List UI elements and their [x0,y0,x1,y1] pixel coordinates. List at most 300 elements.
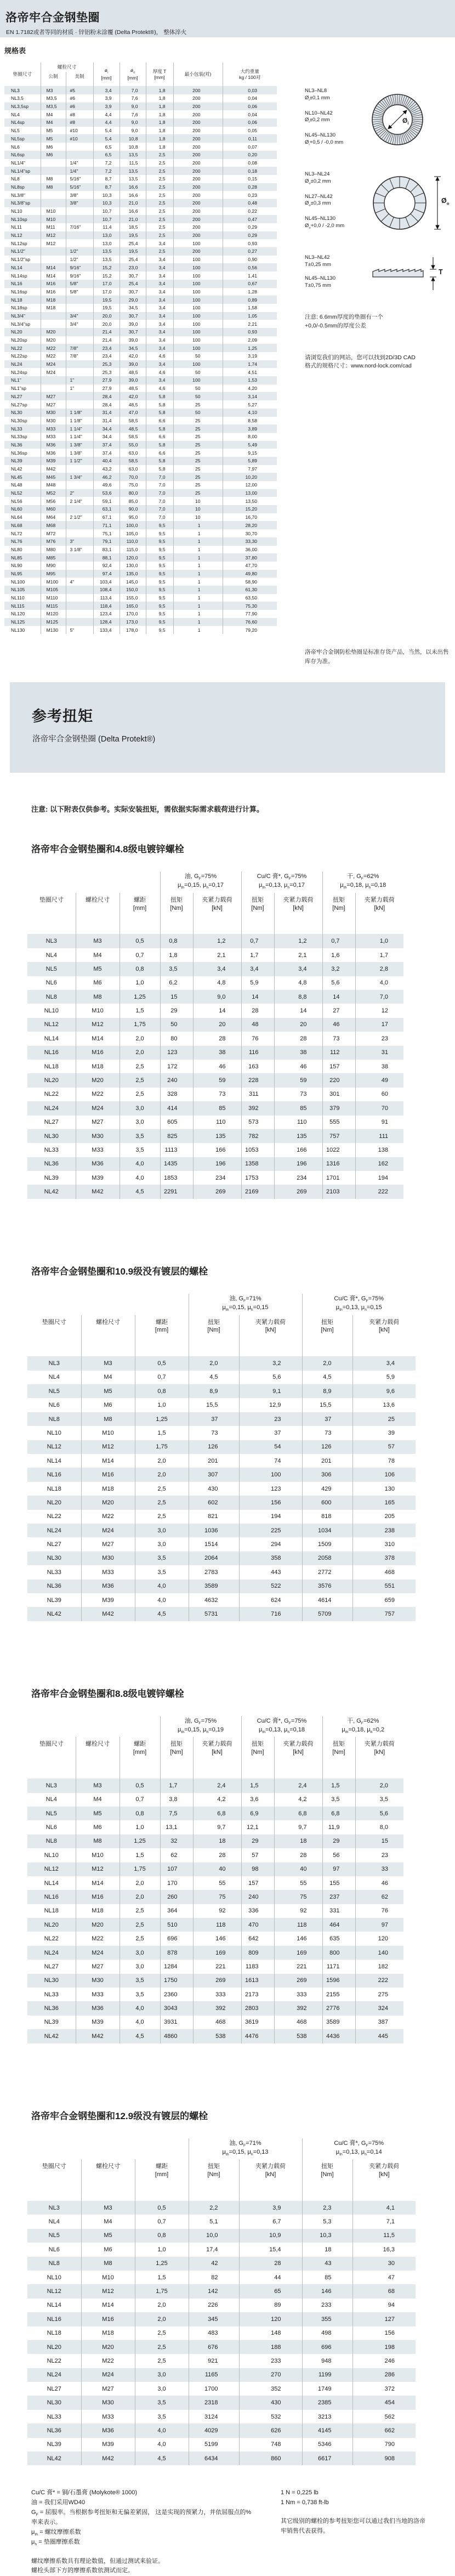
table-cell: M22 [41,352,66,360]
table-cell: NL45 [11,474,22,480]
table-cell: 23 [239,1412,302,1426]
table-cell: NL3/4"sp [11,321,31,327]
table-cell: 0,48 [223,199,277,207]
table-cell [66,586,93,594]
table-cell: 5,8 [146,424,173,433]
table-cell: 37 [302,1412,352,1426]
table-cell: 2291 [160,1185,193,1198]
table-cell: 1 [173,626,223,634]
table-cell: 37 [189,1412,239,1426]
table-cell: 21,0 [120,215,146,223]
table-cell: 36,00 [223,546,277,554]
table-cell: 11,5 [120,159,146,167]
table-cell: 4,5 [135,2452,189,2465]
table-cell: 6,6 [146,417,173,425]
table-cell: M10 [41,215,66,223]
table-row [27,1371,416,1384]
table-cell: 2,2 [189,2201,239,2215]
table-row [4,247,277,256]
table-cell: 821 [189,1510,239,1524]
table-cell: 4,6 [146,368,173,376]
table-cell: 696 [302,2340,352,2354]
table-cell: 11,4 [93,223,120,231]
table-cell: 3,4 [146,304,173,312]
table-cell: 555 [322,1116,355,1129]
inner-diameter-tolerances [305,88,368,155]
table-cell: 306 [302,1468,352,1481]
table-cell: NL42 [47,2455,61,2462]
table-cell: M39 [76,2015,120,2029]
table-cell: 9,5 [146,618,173,626]
table-row [27,2015,403,2029]
table-cell: NL22 [44,1935,59,1943]
table-row [27,1593,416,1607]
table-row [27,2326,416,2340]
table-cell: 30 [352,2257,416,2271]
table-cell: 0,7 [241,934,274,948]
table-cell: 23 [355,1848,403,1862]
table-cell: 25 [173,400,223,409]
table-cell: 25,3 [93,360,120,369]
table-cell: 0,06 [223,103,277,111]
table-cell: 100 [173,328,223,336]
table-cell: 82 [189,2271,239,2284]
table-cell: 1 [173,521,223,529]
table-cell: 6,8 [274,1807,322,1820]
table-row [27,934,403,948]
table-cell: 0,67 [223,280,277,288]
table-cell: 328 [160,1088,193,1101]
footnote-line: 1 Nm = 0,738 ft-lb [281,2499,329,2506]
table-cell: NL10 [47,2274,61,2281]
table-cell: 38 [355,1060,403,1073]
table-cell: 56 [322,1848,355,1862]
table-cell: 0,23 [223,191,277,199]
table-cell: M42 [76,1185,120,1198]
table-cell: NL14 [47,1457,61,1464]
table-cell: 562 [352,2410,416,2424]
table-cell: NL27 [44,1119,59,1126]
table-cell: 10,7 [93,207,120,216]
table-cell: NL8 [48,2260,60,2267]
table-cell: NL24 [47,2371,61,2379]
table-cell: NL42 [47,1611,61,1618]
table-row [4,271,277,280]
table-cell: M130 [41,626,66,634]
table-row [4,553,277,562]
table-cell: M24 [76,1946,120,1960]
table-row [4,328,277,336]
table-cell: #6 [66,94,93,103]
table-cell: 50 [173,384,223,393]
table-cell: 1514 [189,1537,239,1551]
table-cell: 13,5 [93,247,120,256]
table-row [27,1440,416,1454]
table-cell: 3,5 [120,1988,160,2001]
table-cell: NL5sp [11,135,25,141]
table-cell: 42 [189,2257,239,2271]
table-cell: 27 [322,1004,355,1017]
table-cell: 48,5 [120,400,146,409]
table-cell: 9,0 [120,103,146,111]
table-cell: M24 [41,368,66,376]
table-cell: 38 [274,1046,322,1060]
table-cell: 246 [352,2354,416,2368]
table-cell: 1701 [322,1171,355,1185]
spec-table-body [4,86,277,634]
table-cell: 28 [274,1848,322,1862]
column-header-bolt-group: 螺栓尺寸 [41,63,93,72]
table-cell: 10,9 [239,2229,302,2243]
column-header-min-pack: 最小包装(对) [173,63,223,86]
table-cell: 1,75 [120,1018,160,1032]
tolerance-value: $Ø_o+0,0 / -2,0$ mm [305,223,345,230]
torque-table-section [0,841,455,1199]
table-row [27,1101,403,1115]
table-cell: 429 [302,1482,352,1496]
table-cell: 5/8" [66,280,93,288]
table-cell: 25 [173,417,223,425]
table-row [4,352,277,360]
table-cell: 17 [355,1018,403,1032]
tolerance-pair [305,216,368,231]
table-cell: M36 [76,2001,120,2015]
table-cell: 18 [274,1835,322,1848]
table-cell: 4,0 [135,1579,189,1593]
table-cell: 37,4 [93,449,120,457]
table-cell: M16 [81,2312,135,2326]
table-cell: NL3 [11,87,20,93]
table-cell: M8 [41,175,66,183]
footnote-line: 螺栓头部下方的摩擦系数依测试而定。 [31,2567,134,2574]
table-row [27,2298,416,2312]
table-cell: 94 [352,2298,416,2312]
table-cell: 23,4 [93,352,120,360]
table-cell: 8,9 [189,1384,239,1398]
table-cell: 70 [355,1101,403,1115]
table-cell: 2 1/4" [66,497,93,505]
table-cell: 92 [274,1904,322,1918]
table-cell: M16 [76,1890,120,1904]
table-cell: 27,9 [93,376,120,384]
table-cell: NL120 [11,611,25,617]
table-cell: 0,5 [120,934,160,948]
table-cell: 1,25 [120,990,160,1004]
table-cell: 470 [241,1918,274,1932]
table-cell: NL68 [11,522,22,528]
table-cell: 331 [322,1904,355,1918]
table-cell: 1,8 [146,103,173,111]
thickness-dim-label: T [439,268,443,276]
table-cell: 95,0 [120,513,146,522]
table-cell: 364 [160,1904,193,1918]
table-cell: M80 [41,546,66,554]
table-cell: 3,9 [239,2201,302,2215]
table-cell: 7/8" [66,344,93,352]
table-cell: 1113 [160,1143,193,1157]
table-cell: 3589 [189,1579,239,1593]
table-cell: 42,0 [120,352,146,360]
table-cell: 1,5 [120,1848,160,1862]
table-cell: 13,5 [93,256,120,264]
table-row [4,537,277,546]
table-cell: M68 [41,521,66,529]
page-subtitle: EN 1.7182或者等同的材质 · 锌铝粉末涂覆 (Delta Protekt®)， 整体淬火 [6,29,187,36]
table-row [4,392,277,400]
table-cell: M52 [41,489,66,497]
table-cell: M33 [76,1988,120,2001]
table-cell: 12 [355,1004,403,1017]
table-cell: 3/4" [66,320,93,328]
column-header-washer: 垫圈尺寸 [42,1318,66,1326]
table-cell: 5,8 [146,409,173,417]
table-cell: 97 [322,1862,355,1876]
table-cell: 392 [274,2001,322,2015]
table-cell: 4,0 [135,1593,189,1607]
table-cell: M42 [81,1607,135,1621]
table-cell: 200 [173,183,223,191]
table-cell: 188 [239,2340,302,2354]
table-cell: 3,4 [146,312,173,320]
lubrication-group-header: 油, $G_F=71\%$ $\mu_{th}=0,15$, $\mu_h=0,15$ [189,1294,302,1315]
table-cell: 3,4 [146,280,173,288]
table-cell: 37,80 [223,553,277,562]
footnote-line: 螺纹摩擦系数具有理论数值，但通过测试来验证。 [31,2557,164,2564]
table-cell [66,505,93,513]
table-cell: 238 [352,1524,416,1537]
table-cell: 0,8 [135,2229,189,2243]
table-cell: 200 [173,215,223,223]
table-row [27,1426,416,1440]
table-cell: 5199 [189,2438,239,2452]
table-row [4,384,277,393]
table-cell: 140 [355,1946,403,1960]
table-cell: M14 [76,1032,120,1045]
table-cell: 10,0 [189,2229,239,2243]
table-cell: 162 [355,1157,403,1171]
table-cell: M6 [81,2243,135,2256]
table-cell: 1316 [322,1157,355,1171]
table-cell [66,562,93,570]
table-cell: 237 [322,1890,355,1904]
table-cell: 1 3/8" [66,441,93,449]
table-cell: 3,4 [146,296,173,304]
table-cell: 3,0 [120,1946,160,1960]
table-cell: 30,7 [120,312,146,320]
table-cell: 532 [239,2410,302,2424]
table-cell: M27 [81,2382,135,2396]
table-cell: 75 [274,1890,322,1904]
table-cell: 4,20 [223,384,277,393]
table-row [27,1579,416,1593]
table-cell: NL105 [11,587,25,593]
table-cell: 0,7 [322,934,355,948]
table-cell: 2,5 [146,199,173,207]
table-cell: 358 [239,1552,302,1565]
table-cell: 0,03 [223,86,277,94]
table-cell: 10,8 [120,143,146,151]
table-cell: 50 [173,409,223,417]
table-cell: 0,27 [223,247,277,256]
column-header-thickness: 厚度 T [mm] [146,63,173,86]
table-cell: 430 [189,1482,239,1496]
table-cell: 9,5 [146,570,173,578]
table-cell: M36 [81,1579,135,1593]
table-cell: 221 [274,1960,322,1973]
table-row [4,134,277,143]
table-cell: 198 [352,2340,416,2354]
column-header-pitch: 螺距 [mm] [135,2159,189,2201]
table-cell: 222 [355,1974,403,1988]
table-cell: NL10 [44,1007,59,1015]
table-cell: 0,29 [223,231,277,240]
table-cell: 14 [274,1004,322,1017]
table-cell: 9,7 [193,1820,241,1834]
table-row [27,1454,416,1468]
table-cell: 0,20 [223,151,277,159]
table-cell: 2,0 [135,2298,189,2312]
torque-table [27,1294,416,1621]
table-cell: 2,1 [274,948,322,962]
table-cell: 130 [352,1482,416,1496]
table-cell: M4 [41,110,66,118]
table-cell: 1,8 [146,118,173,127]
spec-section-title: 规格表 [4,47,26,55]
table-cell: 352 [239,2382,302,2396]
table-cell: M36 [41,441,66,449]
table-cell: 5,8 [146,441,173,449]
table-cell: 1,58 [223,304,277,312]
table-row [27,1862,403,1876]
table-cell: 2318 [189,2396,239,2409]
table-cell: 25 [173,489,223,497]
table-cell: 1,41 [223,271,277,280]
table-cell: 18 [302,2243,352,2256]
table-cell: 4,5 [120,1185,160,1198]
table-cell: M90 [41,562,66,570]
tolerance-pair [305,110,368,126]
table-cell: 19,5 [93,304,120,312]
table-cell: 0,7 [135,1371,189,1384]
table-row [4,118,277,127]
table-cell: 2,5 [120,1904,160,1918]
table-cell: NL20 [44,1921,59,1928]
table-cell: 1 1/4" [66,424,93,433]
table-row [27,1018,403,1032]
table-cell: NL4 [48,2218,60,2226]
table-row [4,529,277,537]
table-cell: 659 [352,1593,416,1607]
table-cell: 5,27 [223,400,277,409]
table-cell: NL1/4" [11,160,25,166]
table-cell: 809 [241,1946,274,1960]
table-cell: 0,5 [135,2201,189,2215]
table-cell: 2,5 [146,207,173,216]
table-cell: NL24 [47,1527,61,1534]
table-cell: 15,4 [239,2243,302,2256]
table-cell: NL72 [11,530,22,536]
table-cell: 3043 [160,2001,193,2015]
table-cell: 15,20 [223,505,277,513]
table-cell: NL100 [11,579,25,585]
table-cell: 4476 [241,2029,274,2043]
table-cell: 106 [352,1468,416,1481]
table-cell: 1" [66,376,93,384]
table-row [4,320,277,328]
table-cell: 77,90 [223,610,277,618]
table-cell: 4,0 [355,976,403,990]
table-cell: 110 [274,1116,322,1129]
table-cell: 135 [193,1129,241,1143]
table-cell: M56 [41,497,66,505]
table-cell: 0,05 [223,127,277,135]
table-cell: 100 [173,320,223,328]
table-cell: #5 [66,86,93,94]
table-cell: 355 [302,2312,352,2326]
table-row [4,280,277,288]
table-cell: 2,5 [120,1088,160,1101]
table-cell: 0,90 [223,256,277,264]
table-cell: M39 [41,457,66,465]
table-cell: NL42 [44,1188,59,1196]
size-range: NL10–NL42 [305,110,333,116]
table-cell: M30 [41,417,66,425]
table-row [27,1946,403,1960]
table-cell: 126 [189,1440,239,1454]
table-row [4,336,277,344]
table-cell: 483 [189,2326,239,2340]
table-cell: 9,5 [146,521,173,529]
table-cell: NL8sp [11,184,25,190]
table-cell: M8 [81,2257,135,2271]
table-cell: 3,4 [146,320,173,328]
table-cell: NL36sp [11,450,27,456]
table-cell: 336 [241,1904,274,1918]
table-cell: 2803 [241,2001,274,2015]
table-row [27,962,403,976]
table-cell: 464 [322,1918,355,1932]
table-cell: 25 [173,433,223,441]
table-cell: 19,5 [120,247,146,256]
thickness-tolerances [305,254,368,297]
table-cell: 76,60 [223,618,277,626]
table-cell: 498 [302,2326,352,2340]
table-row [27,1848,403,1862]
column-header-washer: 垫圈尺寸 [42,2163,66,2170]
table-cell [41,384,66,393]
table-cell: 5,9 [352,1371,416,1384]
table-cell: 3/8" [66,191,93,199]
table-cell: NL12sp [11,240,27,246]
table-cell: 2360 [160,1988,193,2001]
table-cell: M45 [41,473,66,481]
table-cell: 4,8 [274,976,322,990]
table-cell: 83,1 [93,546,120,554]
table-cell: 3,5 [135,2396,189,2409]
table-cell: 782 [241,1129,274,1143]
table-cell: 1 [173,553,223,562]
table-cell: 18,5 [120,223,146,231]
table-cell: NL3 [48,1360,60,1367]
table-cell: 3,4 [274,962,322,976]
footnote-line: 1 N = 0,225 lb [281,2489,318,2496]
table-cell: 194 [239,1510,302,1524]
table-cell: 1,75 [120,1862,160,1876]
table-cell: 31,4 [93,409,120,417]
size-range: NL45–NL130 [305,132,335,139]
table-cell: 3,5 [120,1143,160,1157]
table-cell: 9,6 [352,1384,416,1398]
